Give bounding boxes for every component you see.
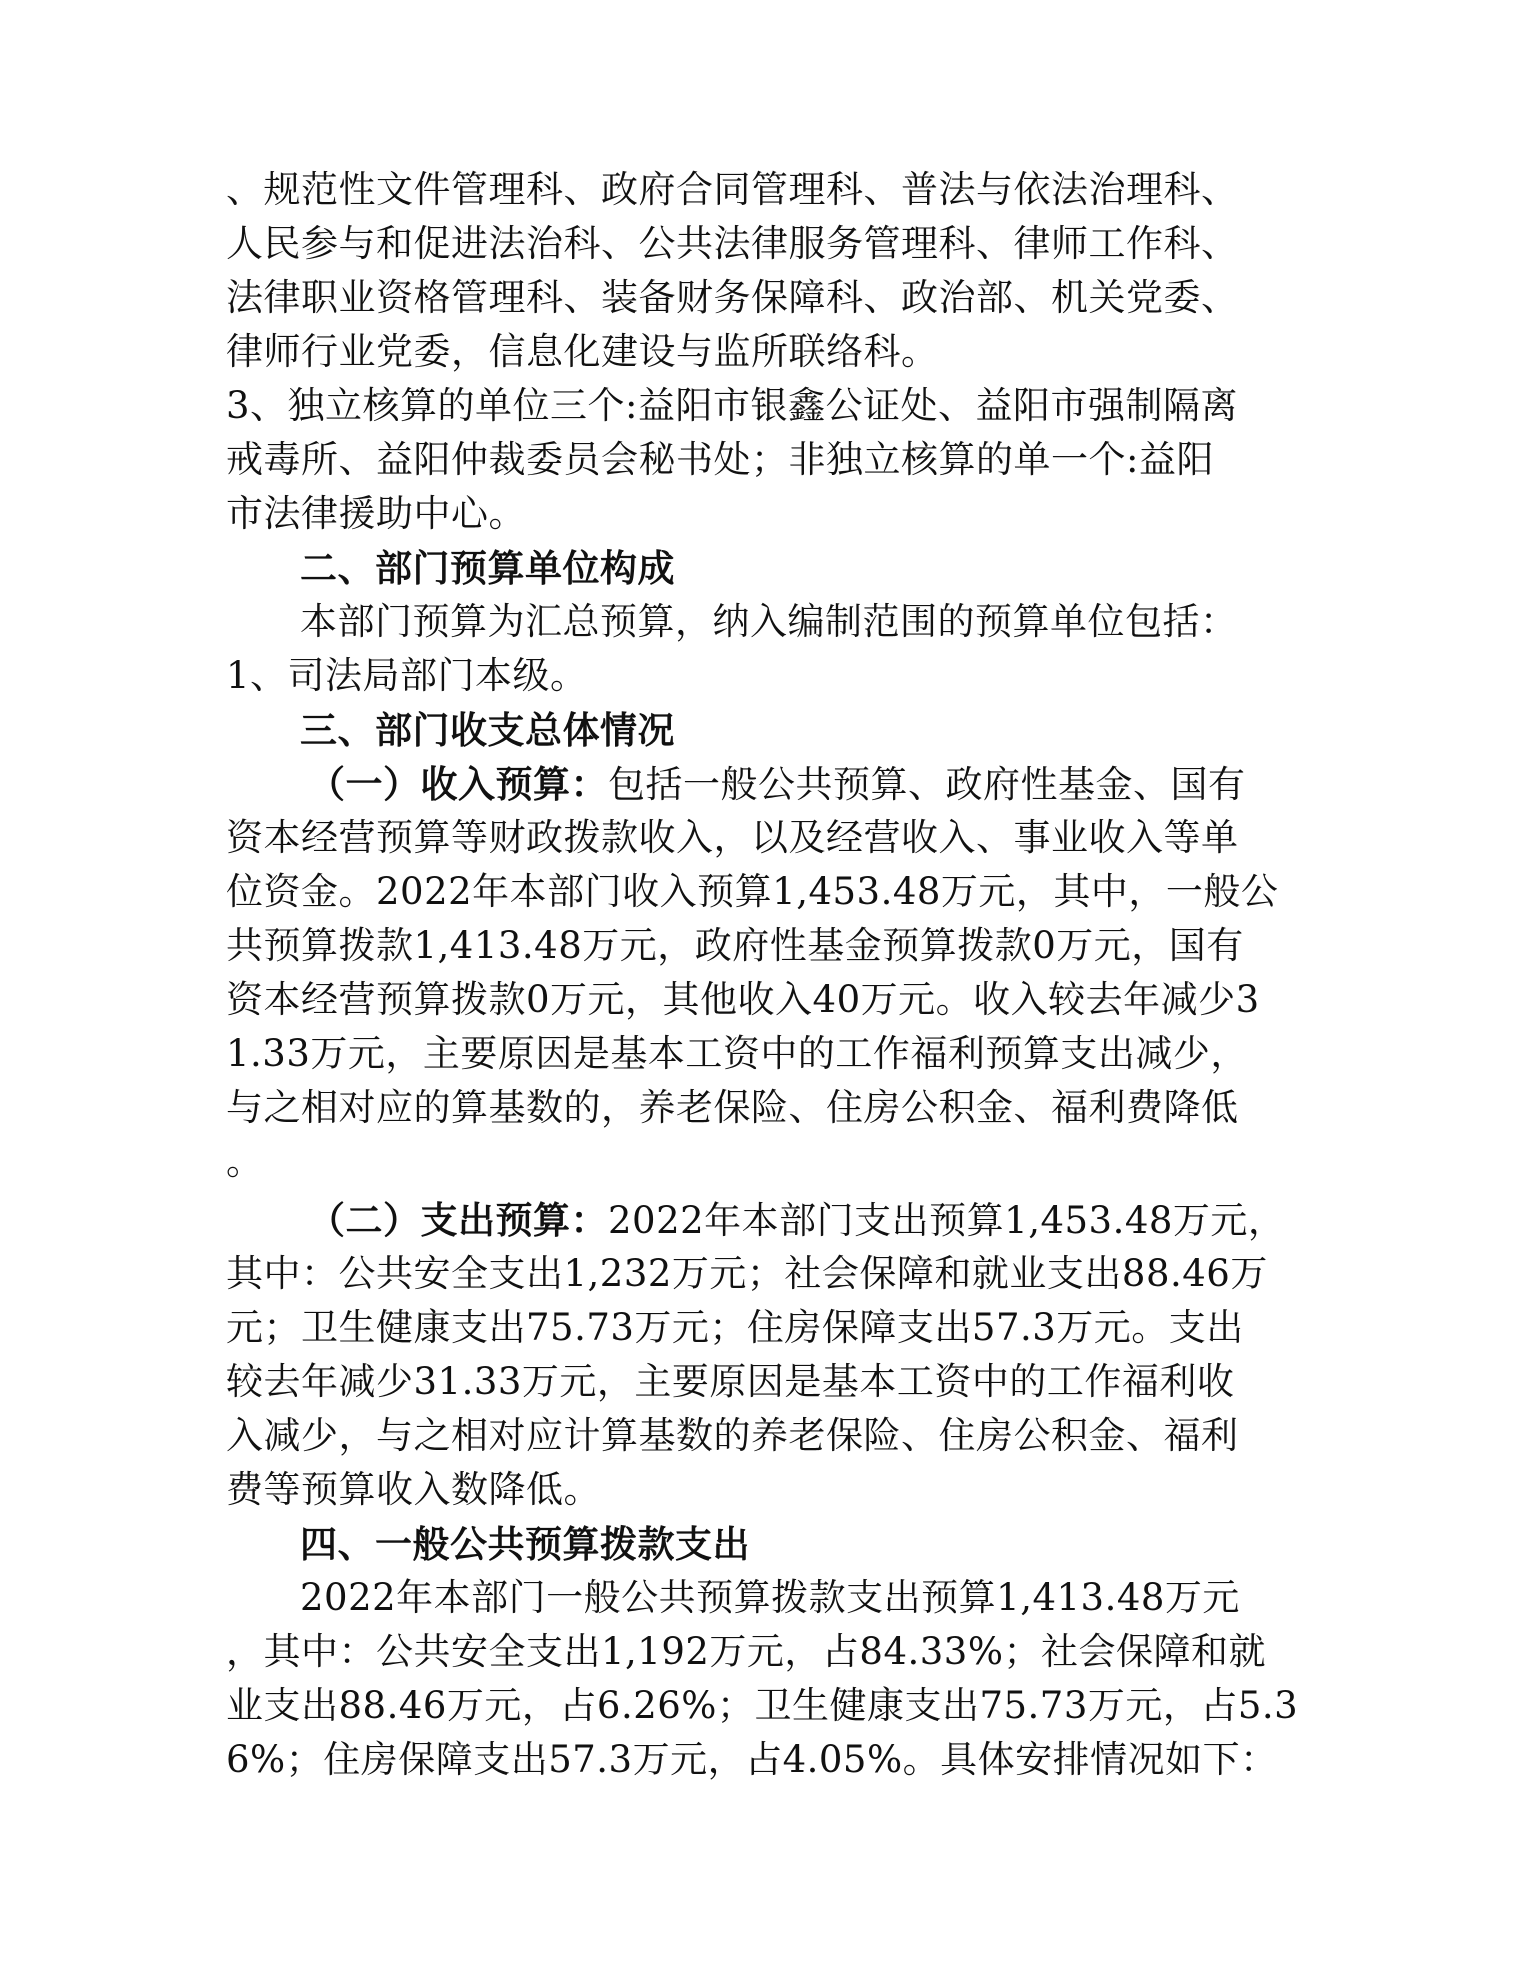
text-line: 、规范性文件管理科、政府合同管理科、普法与依法治理科、 (226, 168, 1239, 211)
text-line: 较去年减少31.33万元，主要原因是基本工资中的工作福利收 (226, 1360, 1235, 1403)
text-line: 人民参与和促进法治科、公共法律服务管理科、律师工作科、 (226, 222, 1239, 265)
text-line: 。 (226, 1140, 264, 1183)
text-line: 资本经营预算拨款0万元，其他收入40万元。收入较去年减少3 (226, 978, 1260, 1021)
text-line: 戒毒所、益阳仲裁委员会秘书处；非独立核算的单一个:益阳 (226, 438, 1214, 481)
text-line: 业支出88.46万元，占6.26%；卫生健康支出75.73万元，占5.3 (226, 1684, 1299, 1727)
section-heading-2: 二、部门预算单位构成 (300, 546, 675, 590)
text-line: 入减少，与之相对应计算基数的养老保险、住房公积金、福利 (226, 1414, 1239, 1457)
text-run: 包括一般公共预算、政府性基金、国有 (608, 763, 1246, 806)
text-line: 法律职业资格管理科、装备财务保障科、政治部、机关党委、 (226, 276, 1239, 319)
text-line: 其中：公共安全支出1,232万元；社会保障和就业支出88.46万 (226, 1252, 1268, 1295)
subheading-income: （一）收入预算： (308, 762, 608, 806)
text-line: ，其中：公共安全支出1,192万元，占84.33%；社会保障和就 (226, 1630, 1267, 1673)
section-heading-4: 四、一般公共预算拨款支出 (300, 1522, 750, 1566)
text-line: 1.33万元，主要原因是基本工资中的工作福利预算支出减少， (226, 1032, 1248, 1075)
subheading-expense: （二）支出预算： (308, 1198, 608, 1242)
text-line: 1、司法局部门本级。 (226, 654, 588, 697)
text-line: 共预算拨款1,413.48万元，政府性基金预算拨款0万元，国有 (226, 924, 1244, 967)
expense-line (308, 1194, 1285, 1247)
text-line: 3、独立核算的单位三个:益阳市银鑫公证处、益阳市强制隔离 (226, 384, 1239, 427)
section-heading-3: 三、部门收支总体情况 (300, 708, 675, 752)
text-line: 与之相对应的算基数的，养老保险、住房公积金、福利费降低 (226, 1086, 1239, 1129)
text-line: 元；卫生健康支出75.73万元；住房保障支出57.3万元。支出 (226, 1306, 1244, 1349)
text-line: 位资金。2022年本部门收入预算1,453.48万元，其中，一般公 (226, 870, 1279, 913)
income-line (308, 758, 1246, 811)
text-line: 律师行业党委，信息化建设与监所联络科。 (226, 330, 939, 373)
text-line: 6%；住房保障支出57.3万元，占4.05%。具体安排情况如下： (226, 1738, 1278, 1781)
text-line: 资本经营预算等财政拨款收入，以及经营收入、事业收入等单 (226, 816, 1239, 859)
text-line: 费等预算收入数降低。 (226, 1468, 601, 1511)
text-line: 市法律援助中心。 (226, 492, 526, 535)
text-line: 2022年本部门一般公共预算拨款支出预算1,413.48万元 (300, 1576, 1240, 1619)
text-run: 2022年本部门支出预算1,453.48万元， (608, 1199, 1286, 1242)
text-line: 本部门预算为汇总预算，纳入编制范围的预算单位包括： (300, 600, 1238, 643)
